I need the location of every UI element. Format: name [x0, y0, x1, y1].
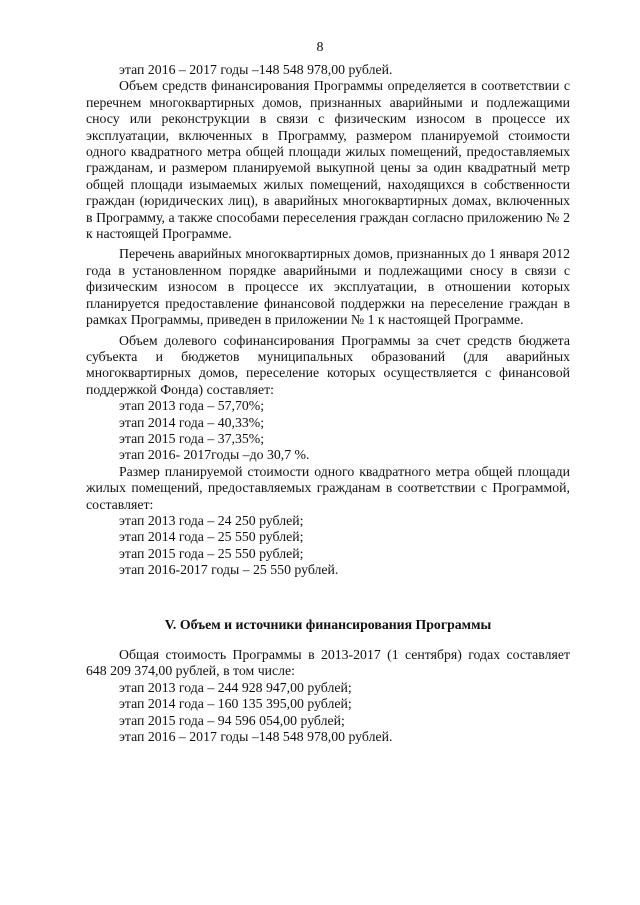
cofinancing-2013: этап 2013 года – 57,70%; — [119, 398, 265, 414]
section-heading: V. Объем и источники финансирования Программы — [164, 616, 492, 632]
document-body — [86, 62, 570, 745]
paragraph-total-cost: Общая стоимость Программы в 2013-2017 (1 сентября) годах составляет 648 209 374,00 рублей, в том числе: — [86, 647, 570, 679]
paragraph-cofinancing: Объем долевого софинансирования Программы за счет средств бюджета субъекта и бюджетов муниципальных образований (для аварийных многоквартирных домов, переселение которых осуществляется с финансовой поддержкой Фонда) составляет: — [86, 332, 570, 397]
total-2013: этап 2013 года – 244 928 947,00 рублей; — [119, 679, 352, 695]
cofinancing-2014: этап 2014 года – 40,33%; — [119, 414, 265, 430]
total-2015: этап 2015 года – 94 596 054,00 рублей; — [119, 712, 345, 728]
page-number: 8 — [316, 40, 324, 55]
cost-2013: этап 2013 года – 24 250 рублей; — [119, 512, 304, 528]
paragraph-list-of-houses: Перечень аварийных многоквартирных домов, признанных до 1 января 2012 года в установленном порядке аварийными и подлежащими сносу в связи с физическим износом в процессе их эксплуатации, в отношении которых планируется предоставление финансовой поддержки на переселение граждан в рамках Программы, приведен в приложении № 1 к настоящей Программе. — [86, 246, 570, 328]
cofinancing-2015: этап 2015 года – 37,35%; — [119, 430, 265, 446]
total-2014: этап 2014 года – 160 135 395,00 рублей; — [119, 696, 352, 712]
cofinancing-2016: этап 2016- 2017годы –до 30,7 %. — [119, 447, 310, 463]
cost-2016: этап 2016-2017 годы – 25 550 рублей. — [119, 562, 339, 578]
cost-2014: этап 2014 года – 25 550 рублей; — [119, 529, 304, 545]
total-2016: этап 2016 – 2017 годы –148 548 978,00 рублей. — [119, 729, 393, 745]
paragraph-cost-per-sqm: Размер планируемой стоимости одного квадратного метра общей площади жилых помещений, предоставляемых гражданам в соответствии с Программой, составляет: — [86, 463, 570, 512]
stage-2016-2017-line: этап 2016 – 2017 годы –148 548 978,00 рублей. — [119, 62, 393, 77]
cost-2015: этап 2015 года – 25 550 рублей; — [119, 545, 304, 561]
paragraph-financing-volume: Объем средств финансирования Программы определяется в соответствии с перечнем многоквартирных домов, признанных аварийными и подлежащими сносу или реконструкции в связи с физическим износом в процессе их эксплуатации, включенных в Программу, размером планируемой стоимости одного квадратного метра общей площади жилых помещений, предоставляемых гражданам, и размером планируемой выкупной цены за один квадратный метр общей площади изымаемых жилых помещений, находящихся в собственности граждан (юридических лиц), в аварийных многоквартирных домах, включенных в Программу, а также способами переселения граждан согласно приложению № 2 к настоящей Программе. — [86, 78, 570, 242]
